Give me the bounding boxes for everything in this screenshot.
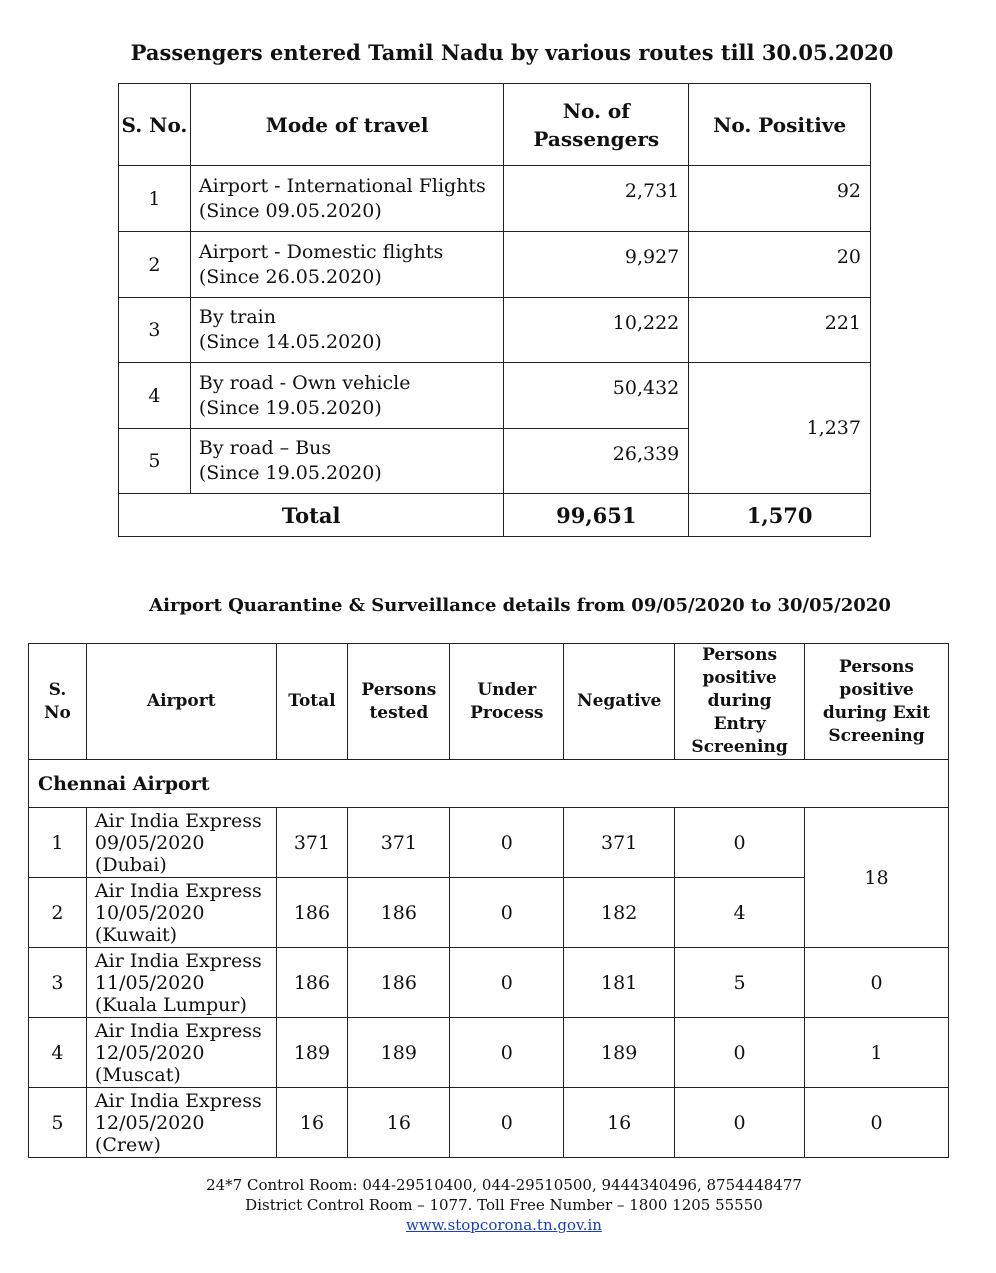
table-header-row [29, 644, 949, 760]
row-sno: 2 [29, 878, 87, 948]
total-positive: 1,570 [689, 494, 871, 537]
section-row [29, 760, 949, 808]
row-mode: By train (Since 14.05.2020) [190, 298, 503, 363]
row-airport: Air India Express 10/05/2020 (Kuwait) [86, 878, 276, 948]
row-sno: 4 [29, 1018, 87, 1088]
table-row [119, 232, 871, 298]
control-room-text: 24*7 Control Room: 044-29510400, 044-29510500, 9444340496, 8754448477 [206, 1176, 802, 1194]
district-control-text: District Control Room – 1077. Toll Free Number – 1800 1205 55550 [245, 1196, 763, 1214]
row-positive: 221 [689, 298, 871, 363]
row-entry: 0 [675, 808, 805, 878]
header-under-process: Under Process [450, 644, 564, 760]
row-exit: 0 [805, 948, 949, 1018]
row-sno: 3 [29, 948, 87, 1018]
row-negative: 181 [564, 948, 675, 1018]
header-total: Total [276, 644, 348, 760]
row-airport: Air India Express 09/05/2020 (Dubai) [86, 808, 276, 878]
row-total: 186 [276, 948, 348, 1018]
row-entry: 0 [675, 1088, 805, 1158]
row-mode: By road - Own vehicle (Since 19.05.2020) [190, 363, 503, 429]
header-sno: S. No [29, 644, 87, 760]
row-sno: 3 [119, 298, 191, 363]
row-under-process: 0 [450, 808, 564, 878]
row-mode: Airport - International Flights (Since 09.05.2020) [190, 166, 503, 232]
row-negative: 182 [564, 878, 675, 948]
table-row [29, 948, 949, 1018]
total-label: Total [119, 494, 504, 537]
row-negative: 371 [564, 808, 675, 878]
row-under-process: 0 [450, 1018, 564, 1088]
row-sno: 2 [119, 232, 191, 298]
table-row [29, 808, 949, 878]
row-under-process: 0 [450, 948, 564, 1018]
header-positive: No. Positive [689, 84, 871, 166]
row-passengers: 26,339 [504, 429, 689, 494]
section-title: Airport Quarantine & Surveillance details from 09/05/2020 to 30/05/2020 [149, 595, 891, 616]
row-entry: 0 [675, 1018, 805, 1088]
row-total: 186 [276, 878, 348, 948]
row-tested: 186 [348, 948, 450, 1018]
row-tested: 189 [348, 1018, 450, 1088]
row-airport: Air India Express 12/05/2020 (Muscat) [86, 1018, 276, 1088]
row-airport: Air India Express 11/05/2020 (Kuala Lumpur) [86, 948, 276, 1018]
total-passengers: 99,651 [504, 494, 689, 537]
header-tested: Persons tested [348, 644, 450, 760]
row-passengers: 9,927 [504, 232, 689, 298]
row-positive: 20 [689, 232, 871, 298]
row-sno: 1 [119, 166, 191, 232]
header-passengers: No. of Passengers [504, 84, 689, 166]
row-mode: Airport - Domestic flights (Since 26.05.2020) [190, 232, 503, 298]
table-row [119, 298, 871, 363]
row-mode: By road – Bus (Since 19.05.2020) [190, 429, 503, 494]
website-link[interactable]: www.stopcorona.tn.gov.in [406, 1216, 602, 1234]
row-under-process: 0 [450, 878, 564, 948]
row-tested: 371 [348, 808, 450, 878]
row-negative: 16 [564, 1088, 675, 1158]
row-passengers: 2,731 [504, 166, 689, 232]
table-row [29, 1088, 949, 1158]
page-title: Passengers entered Tamil Nadu by various routes till 30.05.2020 [130, 40, 894, 65]
header-mode: Mode of travel [190, 84, 503, 166]
row-total: 189 [276, 1018, 348, 1088]
row-passengers: 50,432 [504, 363, 689, 429]
table-row [29, 1018, 949, 1088]
row-sno: 1 [29, 808, 87, 878]
row-passengers: 10,222 [504, 298, 689, 363]
row-negative: 189 [564, 1018, 675, 1088]
row-tested: 16 [348, 1088, 450, 1158]
row-exit: 0 [805, 1088, 949, 1158]
row-sno: 5 [119, 429, 191, 494]
row-exit: 1 [805, 1018, 949, 1088]
total-row [119, 494, 871, 537]
row-total: 371 [276, 808, 348, 878]
row-sno: 5 [29, 1088, 87, 1158]
airport-quarantine-table [28, 643, 949, 1158]
row-total: 16 [276, 1088, 348, 1158]
row-positive: 92 [689, 166, 871, 232]
row-entry: 5 [675, 948, 805, 1018]
header-airport: Airport [86, 644, 276, 760]
header-sno: S. No. [119, 84, 191, 166]
row-airport: Air India Express 12/05/2020 (Crew) [86, 1088, 276, 1158]
row-sno: 4 [119, 363, 191, 429]
footer [0, 1175, 996, 1235]
row-tested: 186 [348, 878, 450, 948]
section-label: Chennai Airport [29, 760, 949, 808]
header-exit-screening: Persons positive during Exit Screening [805, 644, 949, 760]
table-row [119, 363, 871, 429]
header-negative: Negative [564, 644, 675, 760]
table-header-row [119, 84, 871, 166]
row-positive-merged: 1,237 [689, 363, 871, 494]
table-row [119, 166, 871, 232]
row-under-process: 0 [450, 1088, 564, 1158]
row-exit-merged: 18 [805, 808, 949, 948]
row-entry: 4 [675, 878, 805, 948]
passengers-table [118, 83, 871, 537]
header-entry-screening: Persons positive during Entry Screening [675, 644, 805, 760]
